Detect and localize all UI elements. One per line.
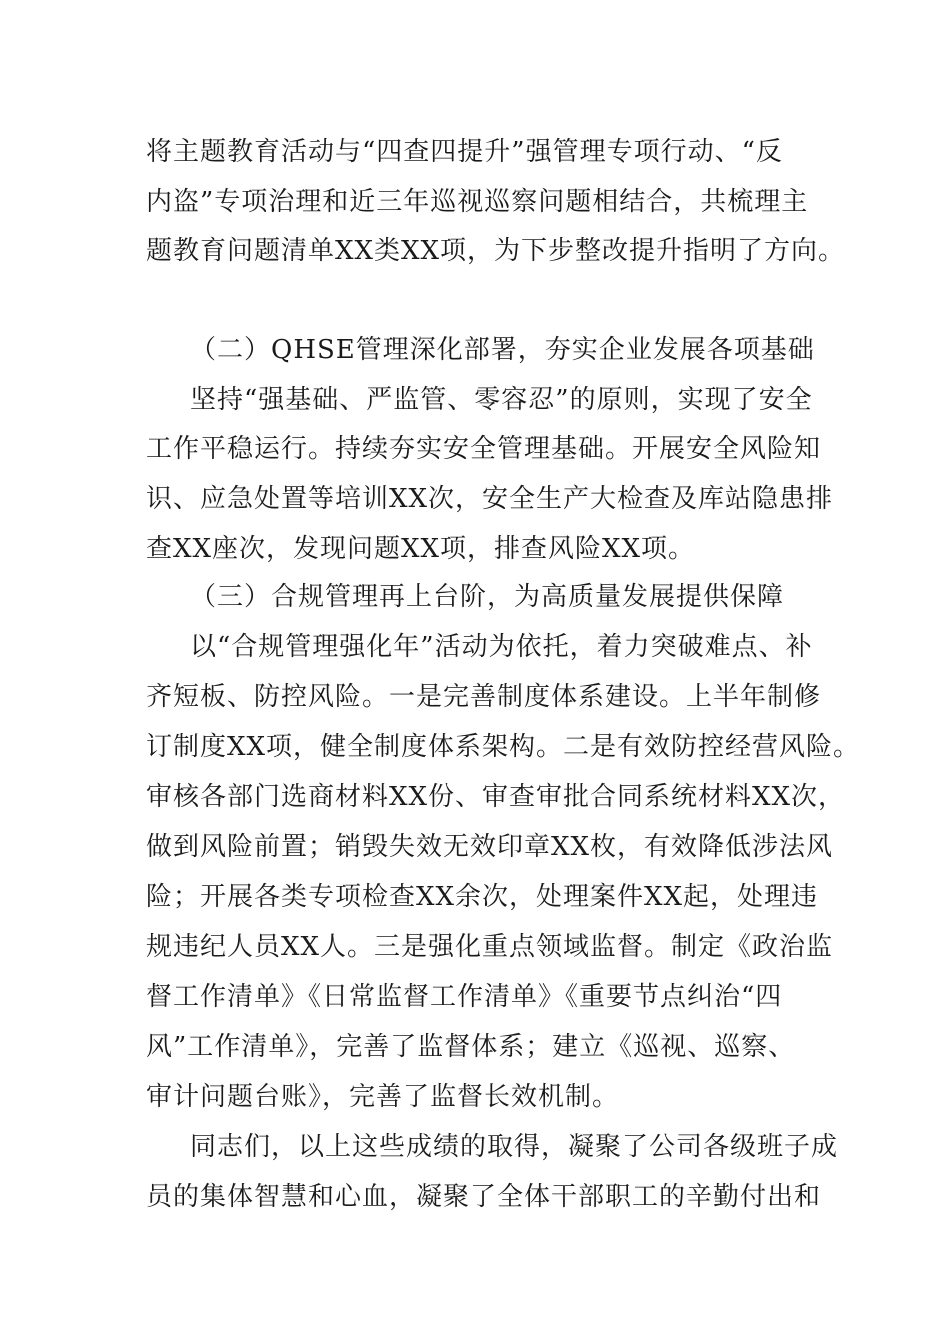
paragraph-first-line: 同志们，以上这些成绩的取得，凝聚了公司各级班子成	[190, 1132, 839, 1162]
text-line: 做到风险前置；销毁失效无效印章XX枚，有效降低涉法风	[146, 832, 834, 862]
text-line: 内盗”专项治理和近三年巡视巡察问题相结合，共梳理主	[146, 187, 809, 217]
section-heading-2: （二）QHSE管理深化部署，夯实企业发展各项基础	[190, 335, 815, 365]
text-line: 题教育问题清单XX类XX项，为下步整改提升指明了方向。	[146, 236, 846, 266]
text-line: 工作平稳运行。持续夯实安全管理基础。开展安全风险知	[146, 434, 822, 464]
text-line: 识、应急处置等培训XX次，安全生产大检查及库站隐患排	[146, 484, 834, 514]
paragraph-first-line: 坚持“强基础、严监管、零容忍”的原则，实现了安全	[190, 385, 813, 415]
text-line: 风”工作清单》，完善了监督体系；建立《巡视、巡察、	[146, 1032, 796, 1062]
text-line: 订制度XX项，健全制度体系架构。二是有效防控经营风险。	[146, 732, 861, 762]
text-line: 审计问题台账》，完善了监督长效机制。	[146, 1082, 620, 1112]
text-line: 督工作清单》《日常监督工作清单》《重要节点纠治“四	[146, 982, 783, 1012]
text-line: 将主题教育活动与“四查四提升”强管理专项行动、“反	[146, 137, 783, 167]
text-line: 员的集体智慧和心血，凝聚了全体干部职工的辛勤付出和	[146, 1182, 822, 1212]
text-line: 险；开展各类专项检查XX余次，处理案件XX起，处理违	[146, 882, 819, 912]
paragraph-first-line: 以“合规管理强化年”活动为依托，着力突破难点、补	[190, 632, 813, 662]
text-line: 查XX座次，发现问题XX项，排查风险XX项。	[146, 534, 696, 564]
text-line: 齐短板、防控风险。一是完善制度体系建设。上半年制修	[146, 682, 822, 712]
text-line: 审核各部门选商材料XX份、审查审批合同系统材料XX次，	[146, 782, 846, 812]
text-line: 规违纪人员XX人。三是强化重点领域监督。制定《政治监	[146, 932, 834, 962]
section-heading-3: （三）合规管理再上台阶，为高质量发展提供保障	[190, 582, 785, 612]
